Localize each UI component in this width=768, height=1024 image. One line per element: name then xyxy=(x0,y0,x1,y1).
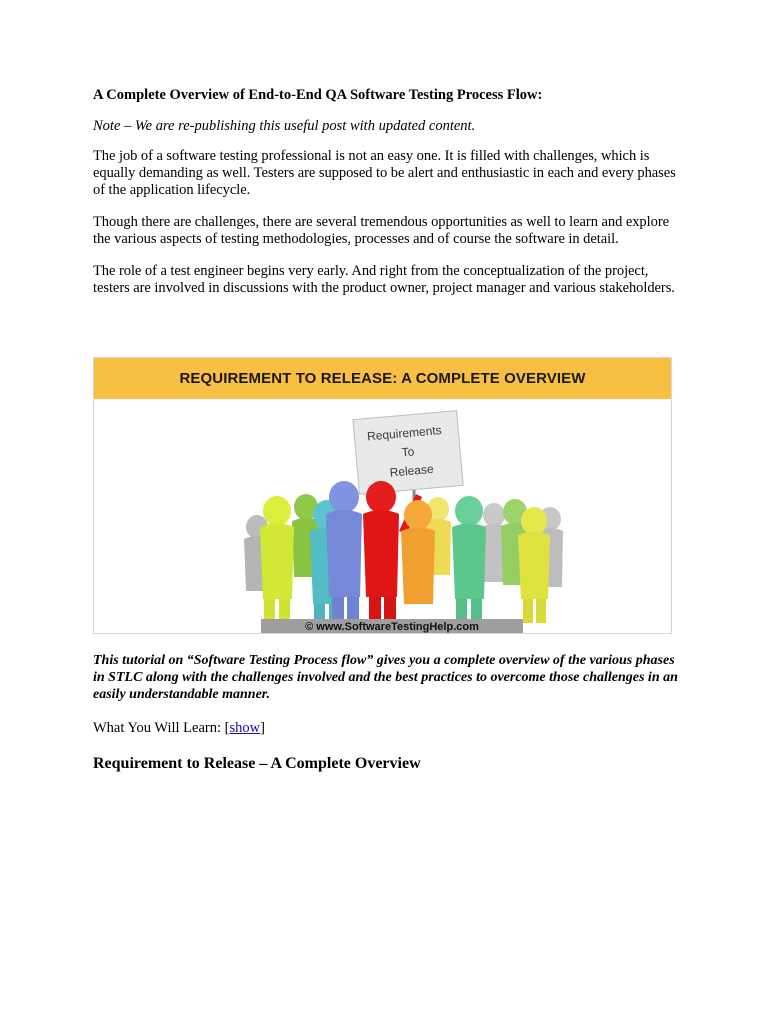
learn-prefix: What You Will Learn: [ xyxy=(93,720,230,736)
sign-line-1: Requirements xyxy=(366,423,443,444)
what-you-will-learn xyxy=(93,719,265,737)
figure-banner: REQUIREMENT TO RELEASE: A COMPLETE OVERVIEW xyxy=(94,358,671,399)
paragraph-2: Though there are challenges, there are several tremendous opportunities as well to learn and explore the various aspects of testing methodologies, processes and of course the software in detail. xyxy=(93,214,669,247)
republish-note: Note – We are re-publishing this useful post with updated content. xyxy=(93,118,476,134)
document-title: A Complete Overview of End-to-End QA Software Testing Process Flow: xyxy=(93,87,543,103)
paragraph-1: The job of a software testing professional is not an easy one. It is filled with challenges, which is equally demanding as well. Testers are supposed to be alert and enthusiastic in each and every phases of the application lifecycle. xyxy=(93,148,676,198)
paragraph-3: The role of a test engineer begins very early. And right from the conceptualization of the project, testers are involved in discussions with the product owner, project manager and various stakeholders. xyxy=(93,263,675,296)
learn-suffix: ] xyxy=(260,720,265,736)
document-body xyxy=(93,86,678,312)
overview-figure xyxy=(93,357,672,634)
show-toc-link[interactable]: show xyxy=(229,720,261,736)
section-heading: Requirement to Release – A Complete Overview xyxy=(93,755,421,772)
sign-line-3: Release xyxy=(389,461,435,480)
figure-credit: © www.SoftwareTestingHelp.com xyxy=(261,619,523,634)
sign-line-2: To xyxy=(401,444,415,460)
tutorial-summary: This tutorial on “Software Testing Process flow” gives you a complete overview of the various phases in STLC along with the challenges involved and the best practices to overcome those challenges in an easily understandable manner. xyxy=(93,653,678,702)
people-with-sign-illustration xyxy=(94,399,671,633)
